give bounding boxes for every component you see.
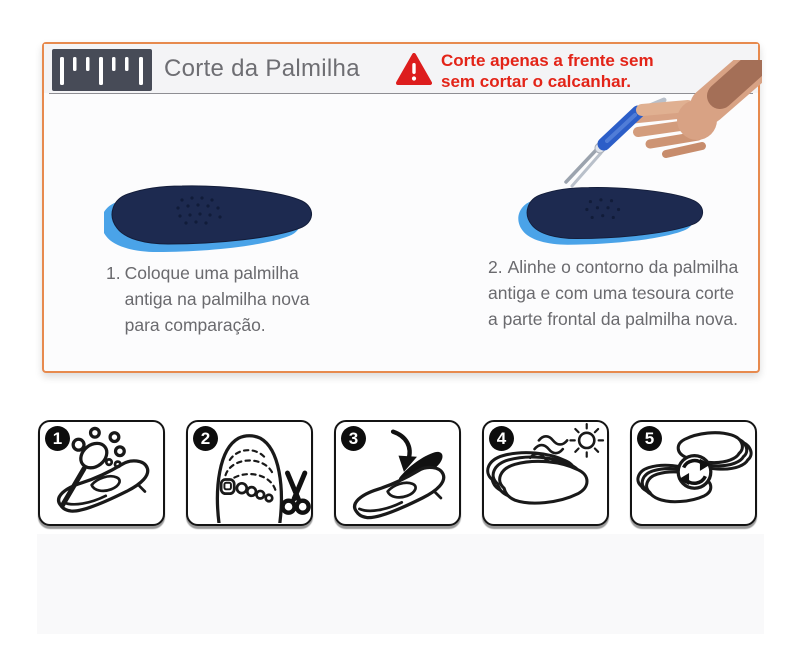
step-number-badge: 3 <box>341 426 366 451</box>
ruler-icon <box>52 49 152 91</box>
bottom-panel <box>37 534 764 634</box>
warning-line-2: sem cortar o calcanhar. <box>441 72 631 91</box>
warning-triangle-icon <box>396 53 432 86</box>
care-step-4 <box>482 420 609 526</box>
step-1-number: 1. <box>106 263 121 283</box>
care-steps-row <box>38 420 765 526</box>
step-1-text: Coloque uma palmilha antiga na palmilha nova para comparação. <box>124 263 310 335</box>
card-title: Corte da Palmilha <box>164 55 360 82</box>
care-step-2 <box>186 420 313 526</box>
step-number-badge: 2 <box>193 426 218 451</box>
step-number-badge: 4 <box>489 426 514 451</box>
step-number-badge: 1 <box>45 426 70 451</box>
care-step-1 <box>38 420 165 526</box>
instruction-card <box>42 42 760 373</box>
step-2-text: Alinhe o contorno da palmilha antiga e com uma tesoura corte a parte frontal da palmilha nova. <box>488 257 739 329</box>
step-2-number: 2. <box>488 257 503 277</box>
scissors-icon <box>566 143 605 186</box>
insole-comparison-image <box>104 182 329 262</box>
step-1 <box>106 260 346 338</box>
warning-line-1: Corte apenas a frente sem <box>441 51 654 70</box>
step-number-badge: 5 <box>637 426 662 451</box>
care-step-5 <box>630 420 757 526</box>
insole-graphic <box>518 187 702 244</box>
insole-cutting-image <box>492 60 762 260</box>
step-2 <box>488 254 746 332</box>
care-step-3 <box>334 420 461 526</box>
